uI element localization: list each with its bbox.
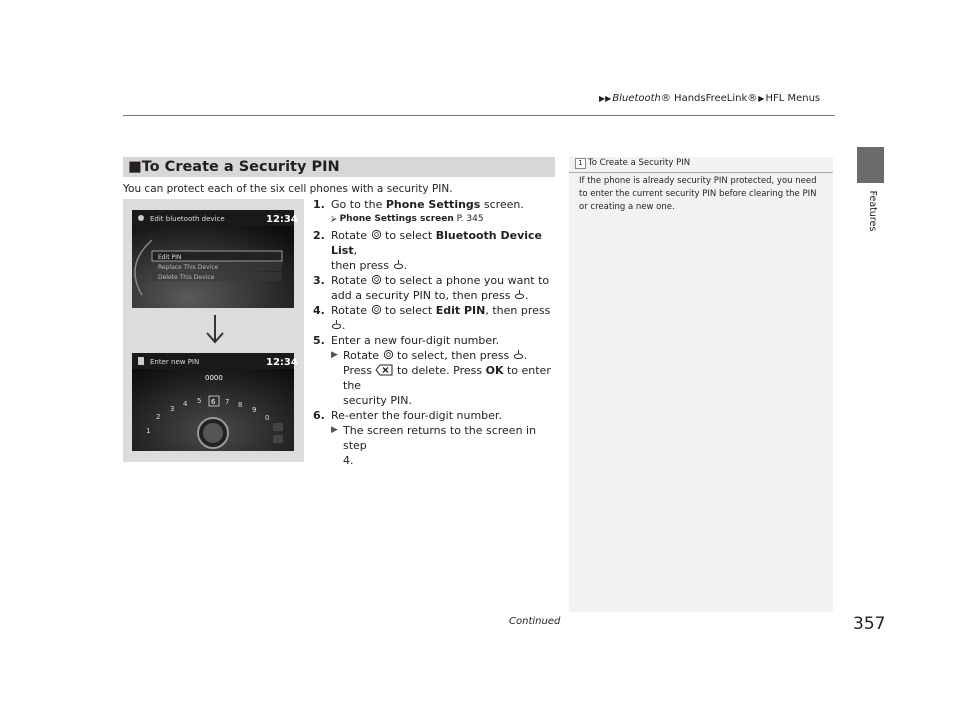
reference-number-icon: 1 xyxy=(575,158,586,169)
press-knob-icon xyxy=(393,259,404,270)
chapter-tab xyxy=(857,147,884,183)
sidebar-note-title xyxy=(575,158,690,169)
digit-0: 0 xyxy=(265,414,270,422)
sidebar-note xyxy=(569,157,833,612)
step-6-detail: ▶ The screen returns to the screen in step 4. xyxy=(331,424,537,467)
breadcrumb-arrow-icon: ▶▶ xyxy=(599,94,612,103)
breadcrumb-item-bluetooth: Bluetooth xyxy=(612,93,661,104)
breadcrumb-arrow-icon: ▶ xyxy=(758,94,765,103)
rotate-knob-icon xyxy=(371,274,382,285)
press-knob-icon xyxy=(514,289,525,300)
digit-9: 9 xyxy=(252,406,257,414)
step-5-detail: ▶ Rotate to select, then press . Press to delete. Press OK to enter the security PIN. xyxy=(331,349,551,407)
intro-text: You can protect each of the six cell phones with a security PIN. xyxy=(123,183,453,195)
section-title-text: To Create a Security PIN xyxy=(141,159,340,175)
step-3: 3. Rotate to select a phone you want to add a security PIN to, then press . xyxy=(313,274,550,302)
edit-device-screen xyxy=(132,210,298,308)
sidebar-note-text: If the phone is already security PIN protected, you need to enter the current security PIN before clearing the PIN or creating a new one. xyxy=(579,176,817,212)
digit-3: 3 xyxy=(170,405,175,413)
reference-arrow-icon: ⮚ xyxy=(331,214,337,223)
step-6: 6. Re-enter the four-digit number. xyxy=(313,409,502,422)
screen1-item-edit-pin: Edit PIN xyxy=(158,254,182,261)
digit-5: 5 xyxy=(197,397,202,405)
header-rule xyxy=(123,115,835,116)
section-title xyxy=(128,159,340,175)
breadcrumb-item-hfl: HandsFreeLink® xyxy=(674,93,758,104)
step-2: 2. Rotate to select Bluetooth Device List, then press . xyxy=(313,229,542,272)
digit-6: 6 xyxy=(211,398,216,406)
breadcrumb xyxy=(598,93,820,104)
screen1-title: Edit bluetooth device xyxy=(150,215,225,223)
screen2-title: Enter new PIN xyxy=(150,358,200,366)
sub-arrow-icon: ▶ xyxy=(331,350,338,360)
step-5: 5. Enter a new four-digit number. xyxy=(313,334,500,347)
sidebar-note-title-text: To Create a Security PIN xyxy=(588,158,691,168)
screen2-clock: 12:34 xyxy=(266,357,298,368)
screen1-item-replace: Replace This Device xyxy=(158,264,219,271)
rotate-knob-icon xyxy=(371,229,382,240)
section-marker: ■ xyxy=(128,159,142,175)
continued-label: Continued xyxy=(509,616,561,627)
enter-pin-screen xyxy=(132,353,298,451)
sub-arrow-icon: ▶ xyxy=(331,425,338,435)
rotate-knob-icon xyxy=(383,349,394,360)
digit-8: 8 xyxy=(238,401,243,409)
screen1-clock: 12:34 xyxy=(266,214,298,225)
digit-1: 1 xyxy=(146,427,151,435)
screen1-item-delete: Delete This Device xyxy=(158,274,215,281)
chapter-tab-label: Features xyxy=(867,190,878,232)
digit-7: 7 xyxy=(225,398,230,406)
breadcrumb-item-menus: HFL Menus xyxy=(765,93,821,104)
pin-display: 0000 xyxy=(205,374,223,382)
delete-icon xyxy=(375,364,393,376)
step-1: 1. Go to the Phone Settings screen. xyxy=(313,198,524,211)
digit-2: 2 xyxy=(156,413,161,421)
steps-list xyxy=(313,197,558,468)
down-arrow-icon xyxy=(200,313,230,345)
breadcrumb-registered: ® xyxy=(660,93,671,104)
press-knob-icon xyxy=(331,319,342,330)
page-number: 357 xyxy=(853,614,886,634)
press-knob-icon xyxy=(513,349,524,360)
step-1-reference: ⮚ Phone Settings screen P. 345 xyxy=(331,214,484,224)
digit-4: 4 xyxy=(183,400,188,408)
step-4: 4. Rotate to select Edit PIN, then press . xyxy=(313,304,551,332)
rotate-knob-icon xyxy=(371,304,382,315)
